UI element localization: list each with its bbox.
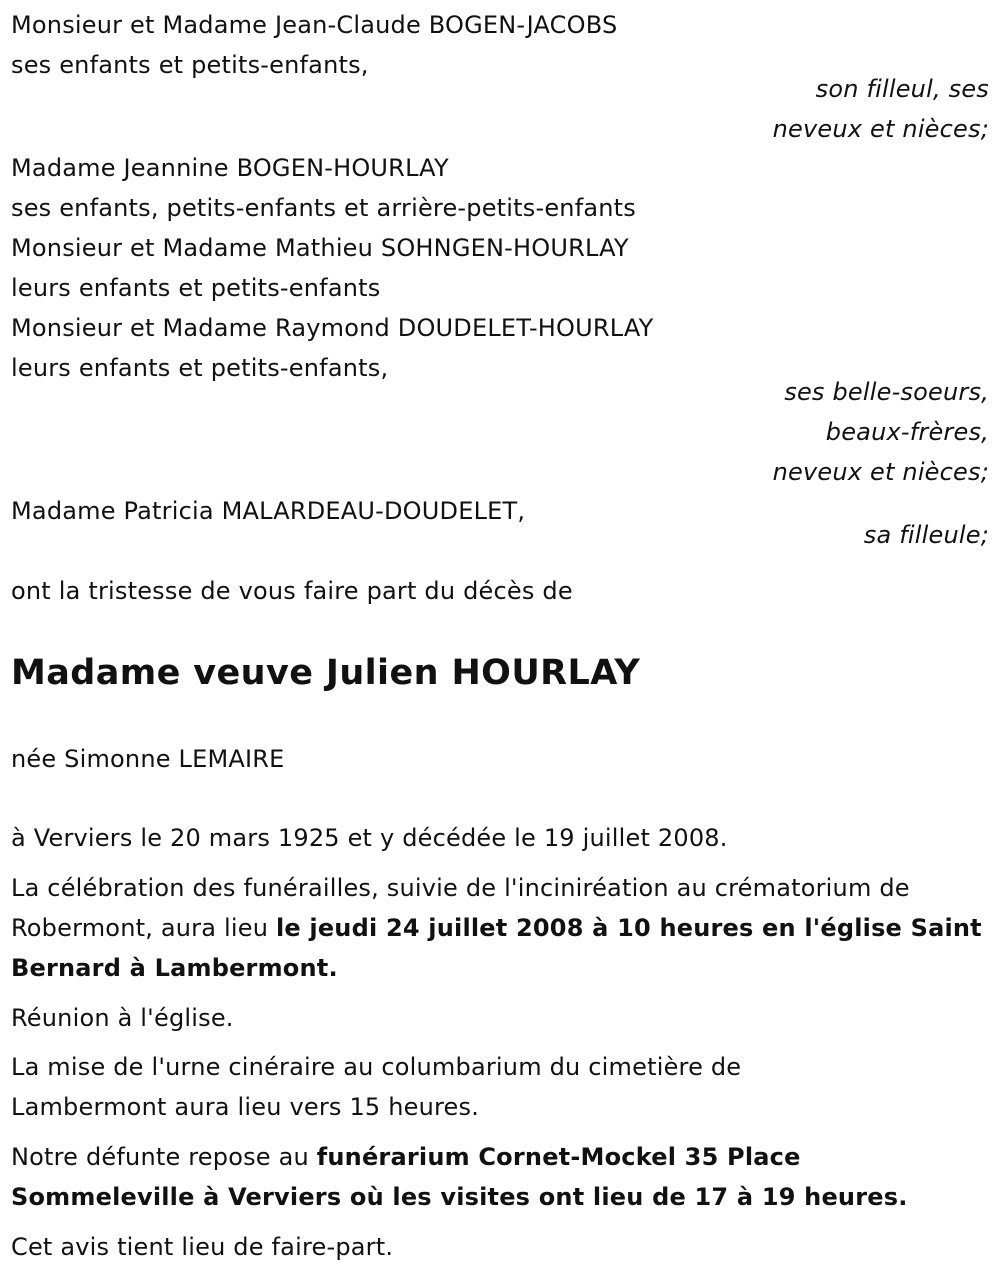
relation-godson: son filleul, ses (815, 75, 989, 103)
deceased-name: Madame veuve Julien HOURLAY (11, 653, 641, 693)
ceremony-details: le jeudi 24 juillet 2008 à 10 heures en l'église Saint Bernard à Lambermont. (11, 914, 982, 982)
birth-death-dates: à Verviers le 20 mars 1925 et y décédée le 19 juillet 2008. (11, 824, 728, 852)
family-line-5: Monsieur et Madame Mathieu SOHNGEN-HOURLAY (11, 234, 629, 262)
meeting-text: Réunion à l'église. (11, 1004, 234, 1032)
closing-text: Cet avis tient lieu de faire-part. (11, 1233, 394, 1261)
relation-brothers-in-law: beaux-frères, (825, 418, 989, 446)
born-name: née Simonne LEMAIRE (11, 745, 285, 773)
ceremony-intro: La célébration des funérailles, suivie de l'inciniréation au crématorium de Robermont, aura lieu (11, 874, 910, 942)
rest-details: funérarium Cornet-Mockel 35 Place Sommeleville à Verviers où les visites ont lieu de 17 à 19 heures. (11, 1143, 908, 1211)
urn-paragraph: La mise de l'urne cinéraire au columbarium du cimetière de Lambermont aura lieu vers 15 heures. (11, 1053, 742, 1121)
family-line-2: ses enfants et petits-enfants, (11, 51, 369, 79)
rest-paragraph (11, 1137, 911, 1217)
rest-intro: Notre défunte repose au (11, 1143, 317, 1171)
family-line-6: leurs enfants et petits-enfants (11, 274, 381, 302)
family-line-4: ses enfants, petits-enfants et arrière-petits-enfants (11, 194, 636, 222)
announcement-text: ont la tristesse de vous faire part du décès de (11, 577, 573, 605)
relation-sisters-in-law: ses belle-soeurs, (784, 378, 989, 406)
relation-nephews: neveux et nièces; (772, 115, 989, 143)
relation-goddaughter: sa filleule; (863, 521, 989, 549)
family-line-7: Monsieur et Madame Raymond DOUDELET-HOURLAY (11, 314, 654, 342)
family-line-1: Monsieur et Madame Jean-Claude BOGEN-JACOBS (11, 11, 618, 39)
family-line-9: Madame Patricia MALARDEAU-DOUDELET, (11, 497, 526, 525)
ceremony-paragraph (11, 868, 995, 988)
family-line-3: Madame Jeannine BOGEN-HOURLAY (11, 154, 449, 182)
relation-nephews-2: neveux et nièces; (772, 458, 989, 486)
family-line-8: leurs enfants et petits-enfants, (11, 354, 389, 382)
